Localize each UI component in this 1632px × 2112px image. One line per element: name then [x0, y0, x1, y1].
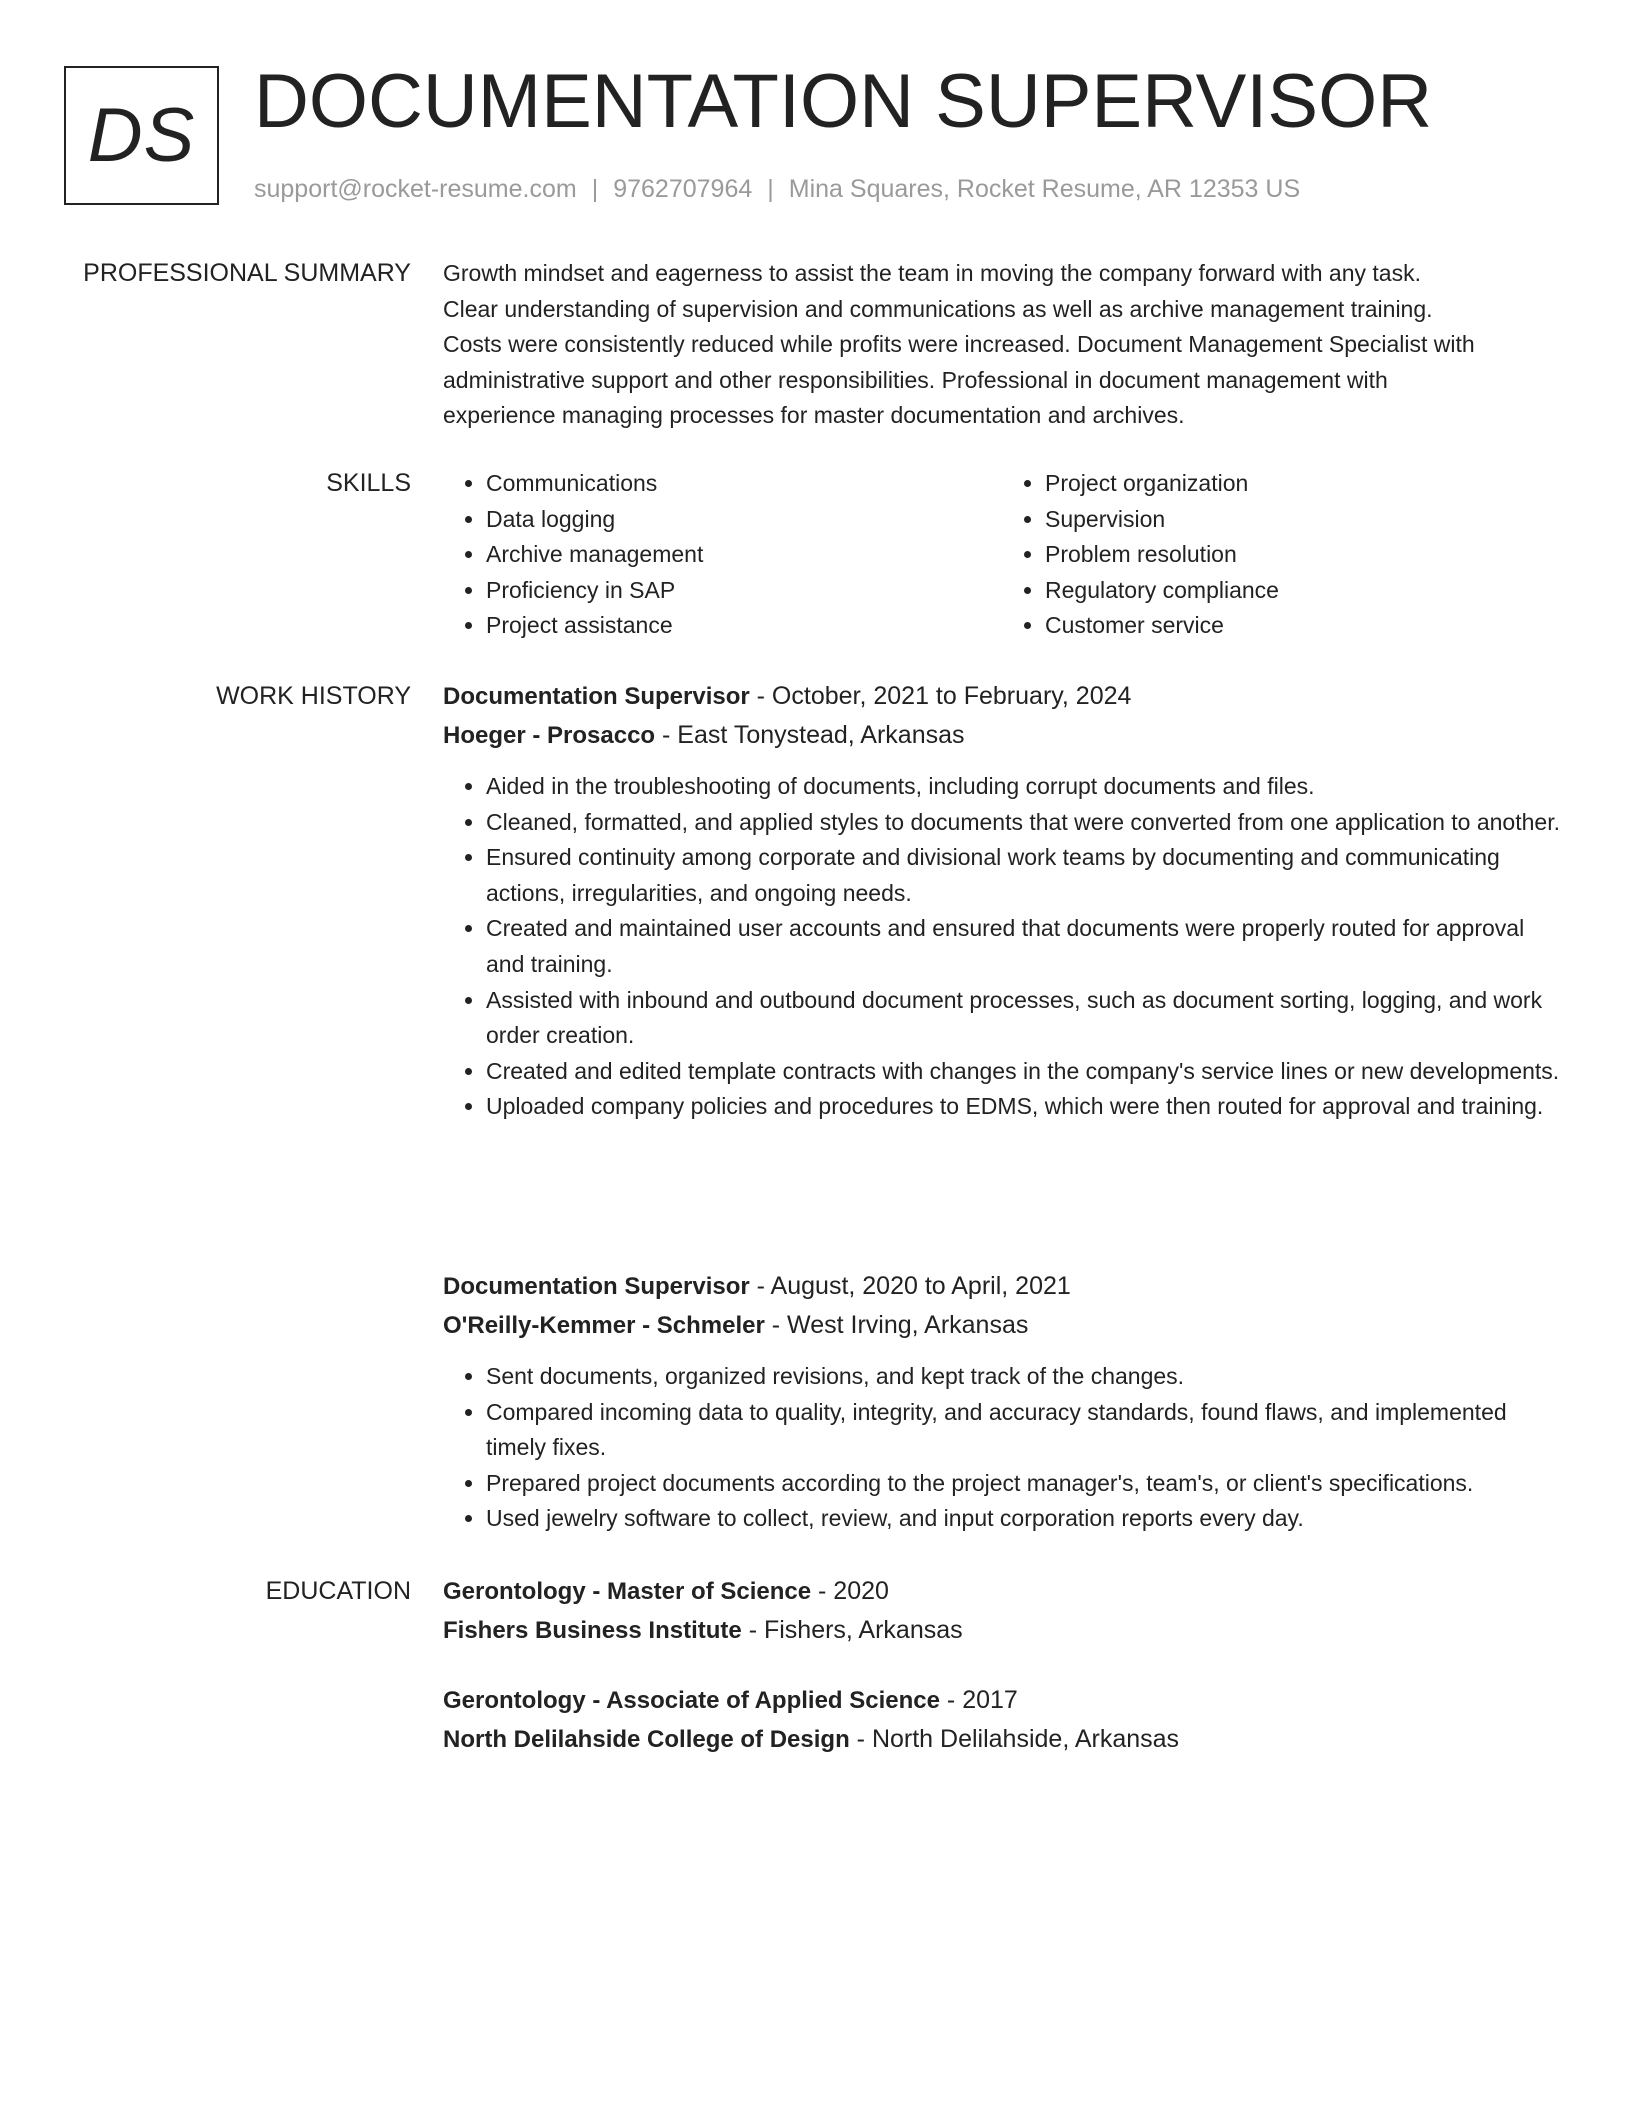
company-name: Hoeger - Prosacco: [443, 722, 656, 749]
resume-title: DOCUMENTATION SUPERVISOR: [254, 59, 1433, 144]
school-line: [443, 1720, 1561, 1759]
skill-item: • Archive management: [486, 537, 1002, 573]
school-name: North Delilahside College of Design: [443, 1726, 850, 1753]
summary-line: experience managing processes for master documentation and archives.: [443, 402, 1185, 429]
job-bullets: [443, 769, 1561, 1125]
company-location: - East Tonystead, Arkansas: [655, 721, 965, 749]
summary-line: Growth mindset and eagerness to assist the team in moving the company forward with any task.: [443, 260, 1421, 286]
job-bullet: • Created and edited template contracts with changes in the company's service lines or new developments.: [486, 1054, 1561, 1090]
job-bullet: • Uploaded company policies and procedures to EDMS, which were then routed for approval and training.: [486, 1089, 1561, 1125]
education-entry: [443, 1572, 1561, 1650]
skill-item: • Problem resolution: [1045, 537, 1561, 573]
contact-phone[interactable]: 9762707964: [613, 175, 753, 203]
job-bullets: [443, 1359, 1561, 1537]
job-bullet: • Sent documents, organized revisions, and kept track of the changes.: [486, 1359, 1561, 1395]
job-dates: - August, 2020 to April, 2021: [749, 1272, 1071, 1300]
contact-separator: |: [767, 175, 774, 203]
contact-email[interactable]: support@rocket-resume.com: [254, 175, 577, 203]
job-heading: [443, 1267, 1561, 1306]
job-title: Documentation Supervisor: [443, 683, 750, 710]
skill-item: • Supervision: [1045, 502, 1561, 538]
section-label-summary: PROFESSIONAL SUMMARY: [83, 259, 411, 287]
school-line: [443, 1611, 1561, 1650]
skill-item: • Communications: [486, 466, 1002, 502]
skills-list: [443, 466, 1561, 644]
summary-line: administrative support and other responsibilities. Professional in document management with: [443, 366, 1388, 393]
summary-line: Costs were consistently reduced while profits were increased. Document Management Specialist with: [443, 331, 1475, 358]
skills-column-left: [443, 466, 1002, 644]
monogram-logo: DS: [64, 66, 219, 205]
degree-name: Gerontology - Associate of Applied Science: [443, 1687, 940, 1714]
company-location: - West Irving, Arkansas: [764, 1311, 1029, 1339]
job-bullet: • Prepared project documents according to the project manager's, team's, or client's specifications.: [486, 1466, 1561, 1502]
work-entry: [443, 1267, 1561, 1537]
job-employer: [443, 1306, 1561, 1345]
job-bullet: • Compared incoming data to quality, integrity, and accuracy standards, found flaws, and implemented timely fixes.: [486, 1395, 1561, 1466]
skill-item: • Customer service: [1045, 608, 1561, 644]
job-bullet: • Ensured continuity among corporate and divisional work teams by documenting and communicating actions, irregularities, and ongoing needs.: [486, 840, 1561, 911]
job-heading: [443, 677, 1561, 716]
degree-year: - 2017: [939, 1686, 1018, 1714]
school-location: - Fishers, Arkansas: [741, 1616, 963, 1644]
section-label-education: EDUCATION: [265, 1577, 411, 1605]
summary-line: Clear understanding of supervision and communications as well as archive management training.: [443, 295, 1433, 322]
job-title: Documentation Supervisor: [443, 1273, 750, 1300]
school-location: - North Delilahside, Arkansas: [849, 1725, 1180, 1753]
skill-item: • Project assistance: [486, 608, 1002, 644]
degree-name: Gerontology - Master of Science: [443, 1578, 812, 1605]
company-name: O'Reilly-Kemmer - Schmeler: [443, 1312, 765, 1339]
section-label-work: WORK HISTORY: [216, 682, 411, 710]
skill-item: • Proficiency in SAP: [486, 573, 1002, 609]
section-label-skills: SKILLS: [326, 469, 411, 497]
contact-separator: |: [591, 175, 599, 203]
work-entry: [443, 677, 1561, 1125]
job-bullet: • Cleaned, formatted, and applied styles to documents that were converted from one application to another.: [486, 805, 1561, 841]
degree-heading: [443, 1572, 1561, 1611]
degree-year: - 2020: [811, 1577, 889, 1605]
school-name: Fishers Business Institute: [443, 1617, 742, 1644]
skills-column-right: [1002, 466, 1561, 644]
skill-item: • Data logging: [486, 502, 1002, 538]
degree-heading: [443, 1681, 1561, 1720]
education-entry: [443, 1681, 1561, 1759]
job-dates: - October, 2021 to February, 2024: [749, 682, 1132, 710]
skill-item: • Regulatory compliance: [1045, 573, 1561, 609]
job-bullet: • Used jewelry software to collect, review, and input corporation reports every day.: [486, 1501, 1561, 1537]
skill-item: • Project organization: [1045, 466, 1561, 502]
contact-line: [254, 172, 1300, 206]
contact-address: Mina Squares, Rocket Resume, AR 12353 US: [788, 175, 1301, 203]
job-employer: [443, 716, 1561, 755]
job-bullet: • Assisted with inbound and outbound document processes, such as document sorting, logging, and work order creation.: [486, 983, 1561, 1054]
job-bullet: • Aided in the troubleshooting of documents, including corrupt documents and files.: [486, 769, 1561, 805]
summary-text: [443, 256, 1561, 434]
job-bullet: • Created and maintained user accounts and ensured that documents were properly routed for approval and training.: [486, 911, 1561, 982]
